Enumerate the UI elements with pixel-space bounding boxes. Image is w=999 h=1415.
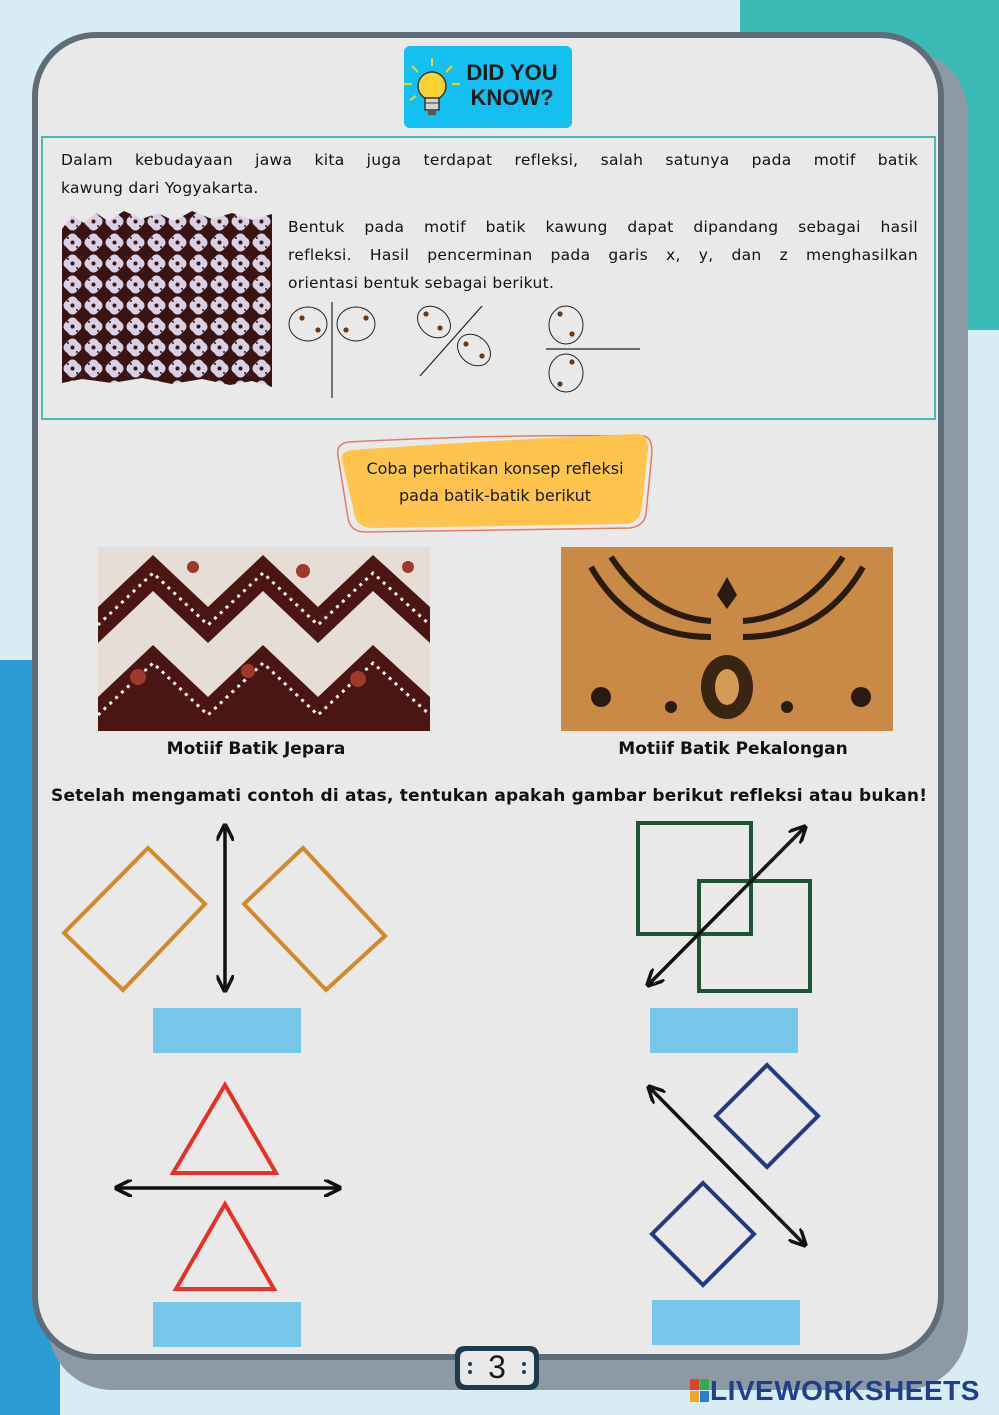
diagonal-arrow-down <box>650 1088 804 1244</box>
did-you-know-line2: KNOW? <box>470 85 554 110</box>
intro-line2: kawung dari Yogyakarta. <box>61 179 259 197</box>
figure-orange-diamonds <box>55 815 395 1001</box>
kawung-batik-image <box>62 211 272 387</box>
answer-input-1[interactable] <box>153 1008 301 1053</box>
liveworksheets-name: LIVEWORKSHEETS <box>710 1375 980 1406</box>
reflection-diagram-diagonal <box>410 300 502 380</box>
caption-jepara: Motiif Batik Jepara <box>166 739 346 759</box>
page-number: 3 <box>488 1349 506 1385</box>
navy-diamond-top <box>716 1065 818 1167</box>
body-line1: Bentuk pada motif batik kawung dapat dipandang sebagai hasil <box>288 218 918 236</box>
caption-pekalongan: Motiif Batik Pekalongan <box>618 739 848 759</box>
lightbulb-icon <box>402 54 462 122</box>
answer-input-3[interactable] <box>153 1302 301 1347</box>
intro-line1: Dalam kebudayaan jawa kita juga terdapat refleksi, salah satunya pada motif batik <box>61 151 918 169</box>
did-you-know-line1: DID YOU <box>466 60 558 85</box>
orange-diamond-left <box>64 848 205 990</box>
batik-pekalongan-image <box>561 547 893 731</box>
figure-green-squares <box>630 815 820 1001</box>
did-you-know-title <box>456 60 568 110</box>
figure-navy-diamonds <box>640 1058 830 1290</box>
liveworksheets-logo-icon <box>690 1379 710 1403</box>
answer-input-2[interactable] <box>650 1008 798 1053</box>
question-text: Setelah mengamati contoh di atas, tentukan apakah gambar berikut refleksi atau bukan! <box>51 786 928 806</box>
green-square-top <box>638 823 751 934</box>
reflection-diagram-horizontal <box>542 302 644 398</box>
body-line3: orientasi bentuk sebagai berikut. <box>288 274 555 292</box>
reflection-diagram-vertical <box>284 300 380 402</box>
callout-line2: pada batik-batik berikut <box>399 486 591 505</box>
diagonal-arrow-up <box>649 828 804 984</box>
body-line2: refleksi. Hasil pencerminan pada garis x, y, dan z menghasilkan <box>288 246 918 264</box>
callout-text <box>334 455 656 509</box>
batik-jepara-image <box>98 547 430 731</box>
red-triangle-top <box>173 1085 276 1173</box>
callout-line1: Coba perhatikan konsep refleksi <box>366 459 624 478</box>
figure-red-triangles <box>110 1078 346 1296</box>
orange-diamond-right <box>244 848 385 990</box>
navy-diamond-bottom <box>652 1183 754 1285</box>
red-triangle-bottom <box>176 1204 274 1289</box>
liveworksheets-brand <box>690 1374 980 1408</box>
answer-input-4[interactable] <box>652 1300 800 1345</box>
